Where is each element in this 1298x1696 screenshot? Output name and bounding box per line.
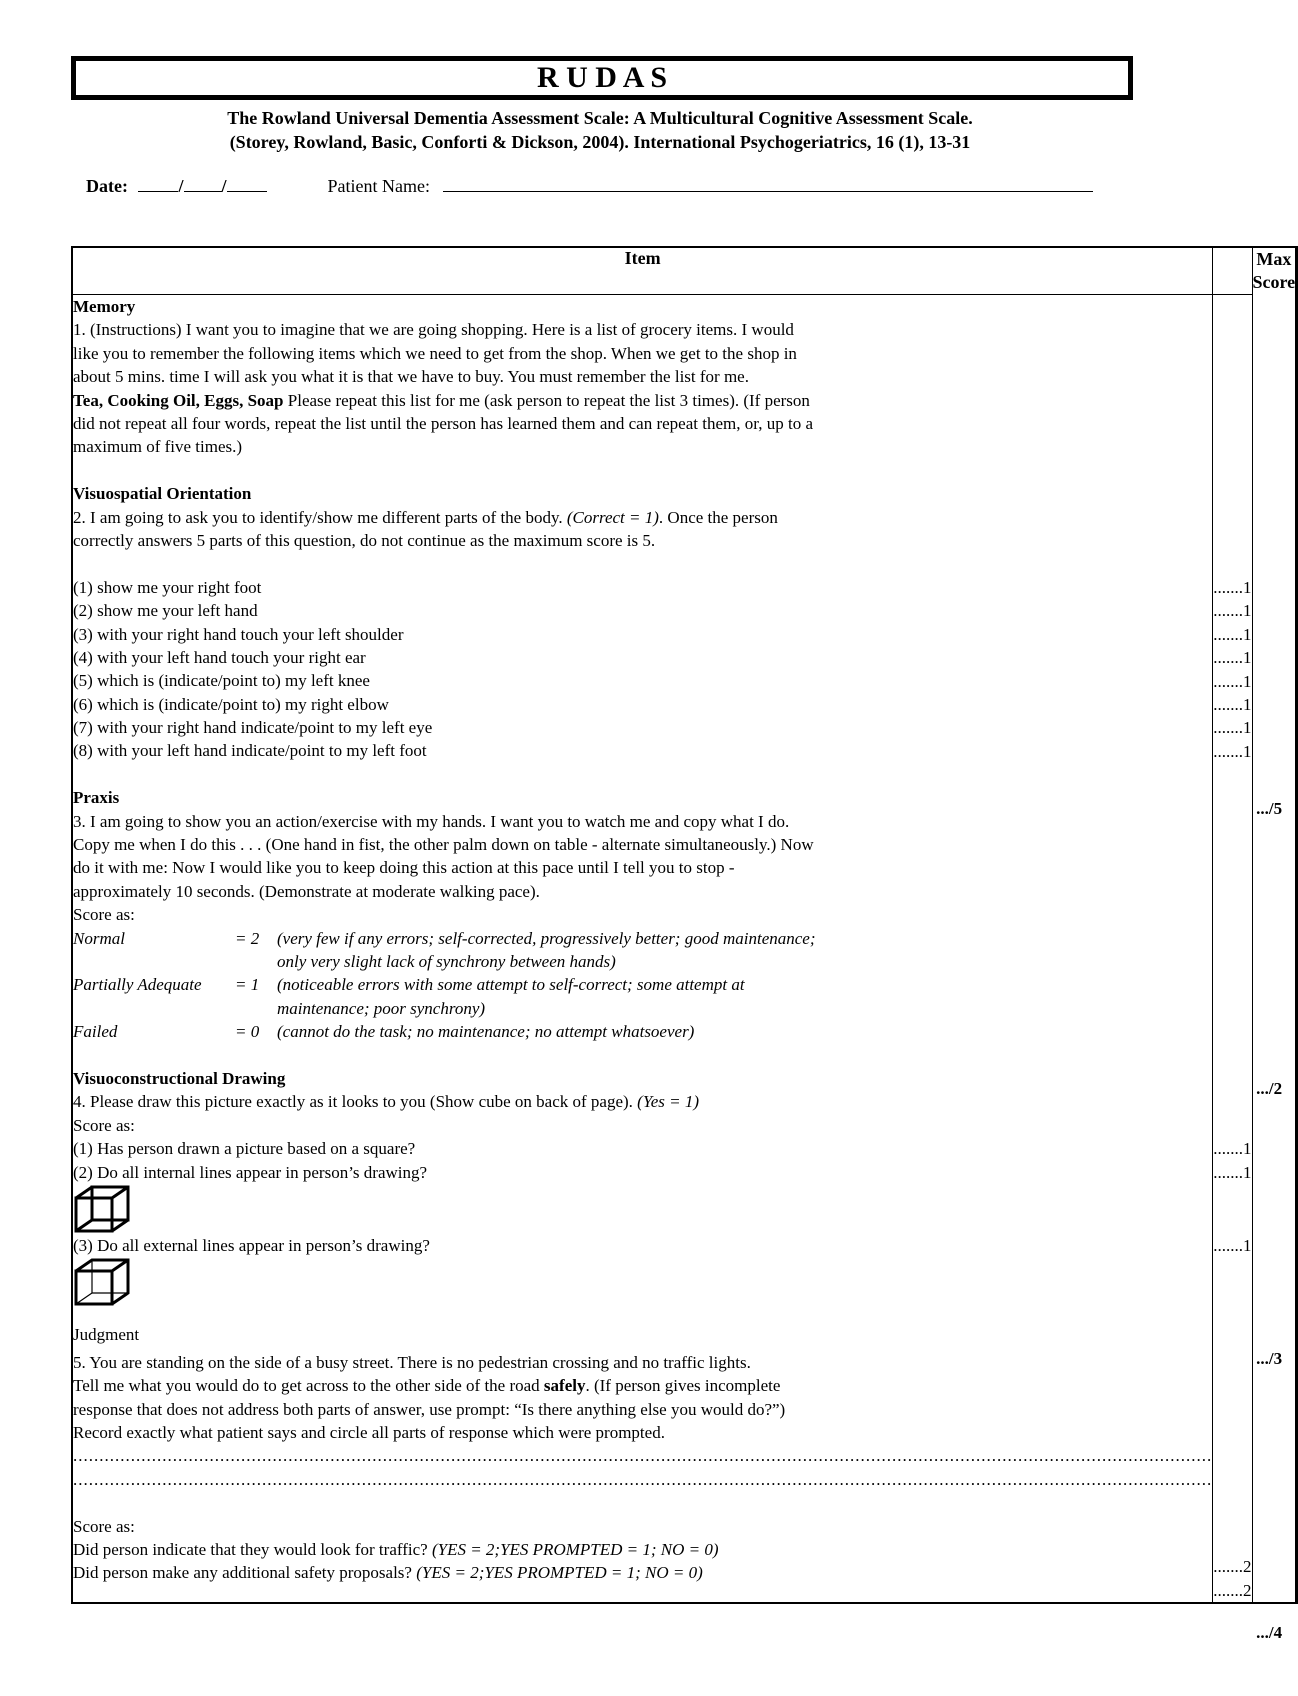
praxis-text: do it with me: Now I would like you to keep doing this action at this pace until I tell you to stop -: [73, 858, 735, 878]
score-field[interactable]: .......2: [1213, 1580, 1252, 1600]
judgment-text: response that does not address both parts of answer, use prompt: “Is there anything else you would do?”): [73, 1399, 786, 1419]
memory-text: Tea, Cooking Oil, Eggs, Soap Please repeat this list for me (ask person to repeat the list 3 times). (If person: [73, 390, 810, 410]
external-lines-cube-icon: [73, 1257, 131, 1307]
response-line[interactable]: .........................................................................................................................................................................................................................: [73, 1446, 1213, 1466]
drawing-max: .../3: [1256, 1349, 1283, 1368]
drawing-text: 4. Please draw this picture exactly as it looks to you (Show cube on back of page). (Yes = 1): [73, 1092, 700, 1112]
visuospatial-text: correctly answers 5 parts of this question, do not continue as the maximum score is 5.: [73, 530, 656, 550]
memory-text: 1. (Instructions) I want you to imagine that we are going shopping. Here is a list of grocery items. I would: [73, 320, 794, 340]
body-part-item: (8) with your left hand indicate/point to my left foot: [73, 741, 427, 761]
score-field[interactable]: .......1: [1213, 624, 1252, 644]
max-score-header: Max Score: [1252, 247, 1296, 1603]
body-part-item: (4) with your left hand touch your right ear: [73, 647, 366, 667]
score-field[interactable]: .......1: [1213, 648, 1252, 668]
grocery-items: Tea, Cooking Oil, Eggs, Soap: [73, 390, 284, 410]
score-field[interactable]: .......1: [1213, 671, 1252, 691]
praxis-heading: Praxis: [73, 788, 120, 808]
score-field[interactable]: .......1: [1213, 1235, 1252, 1255]
date-month-field[interactable]: [184, 177, 222, 192]
patient-name-label: Patient Name:: [327, 176, 430, 196]
page-title: R U D A S: [71, 56, 1133, 100]
score-field[interactable]: .......1: [1213, 718, 1252, 738]
body-part-item: (6) which is (indicate/point to) my right elbow: [73, 694, 389, 714]
score-as-label: Score as:: [73, 905, 135, 925]
body-part-item: (3) with your right hand touch your left shoulder: [73, 624, 404, 644]
judgment-text: Tell me what you would do to get across to the other side of the road safely. (If person gives incomplete: [73, 1376, 781, 1396]
date-patient-line: [86, 176, 1093, 197]
drawing-question: (1) Has person drawn a picture based on a square?: [73, 1139, 416, 1159]
item-header: Item: [72, 247, 1213, 295]
body-part-item: (7) with your right hand indicate/point to my left eye: [73, 718, 433, 738]
score-column-header: [1213, 247, 1252, 295]
visuospatial-max: .../5: [1256, 799, 1283, 818]
date-label: Date:: [86, 176, 128, 196]
internal-lines-cube-icon: [73, 1184, 131, 1234]
date-day-field[interactable]: [138, 177, 178, 192]
body-part-item: (5) which is (indicate/point to) my left knee: [73, 671, 370, 691]
praxis-score-failed: Failed = 0 (cannot do the task; no maintenance; no attempt whatsoever): [73, 1022, 695, 1042]
visuospatial-text: 2. I am going to ask you to identify/show me different parts of the body. (Correct = 1). Once the person: [73, 507, 778, 527]
score-field[interactable]: .......1: [1213, 578, 1252, 597]
score-field[interactable]: .......1: [1213, 694, 1252, 714]
praxis-text: Copy me when I do this . . . (One hand in fist, the other palm down on table - alternate simultaneously.) Now: [73, 835, 814, 855]
judgment-question: Did person indicate that they would look for traffic? (YES = 2;YES PROMPTED = 1; NO = 0): [73, 1539, 719, 1559]
score-field[interactable]: .......1: [1213, 741, 1252, 761]
response-line[interactable]: .........................................................................................................................................................................................................................: [73, 1469, 1213, 1489]
assessment-table: [71, 246, 1298, 1642]
memory-text: like you to remember the following items which we need to get from the shop. When we get to the shop in: [73, 343, 797, 363]
memory-text: maximum of five times.): [73, 437, 243, 457]
praxis-score-normal: Normal = 2 (very few if any errors; self-corrected, progressively better; good maintenance; only very slight lack of synchrony between hands): [73, 928, 816, 971]
praxis-text: approximately 10 seconds. (Demonstrate at moderate walking pace).: [73, 881, 540, 901]
body-part-item: (2) show me your left hand: [73, 601, 258, 621]
praxis-max: .../2: [1256, 1079, 1283, 1098]
score-column: [1213, 295, 1252, 1604]
drawing-heading: Visuoconstructional Drawing: [73, 1069, 286, 1089]
score-field[interactable]: .......1: [1213, 601, 1252, 621]
praxis-text: 3. I am going to show you an action/exercise with my hands. I want you to watch me and copy what I do.: [73, 811, 790, 831]
items-content: [72, 295, 1213, 1604]
judgment-question: Did person make any additional safety proposals? (YES = 2;YES PROMPTED = 1; NO = 0): [73, 1563, 703, 1583]
body-part-item: (1) show me your right foot: [73, 577, 262, 597]
drawing-question: (2) Do all internal lines appear in person’s drawing?: [73, 1162, 428, 1182]
judgment-max: .../4: [1256, 1623, 1283, 1642]
judgment-text: 5. You are standing on the side of a busy street. There is no pedestrian crossing and no traffic lights.: [73, 1352, 751, 1372]
score-field[interactable]: .......1: [1213, 1139, 1252, 1159]
praxis-score-partial: Partially Adequate = 1 (noticeable errors with some attempt to self-correct; some attempt at maintenance; poor synchrony): [73, 975, 745, 1018]
date-sep: /: [221, 176, 227, 196]
visuospatial-heading: Visuospatial Orientation: [73, 484, 252, 504]
memory-text: about 5 mins. time I will ask you what it is that we have to buy. You must remember the list for me.: [73, 367, 749, 387]
date-sep: /: [178, 176, 184, 196]
max-score-column: [1256, 295, 1298, 1642]
citation: (Storey, Rowland, Basic, Conforti & Dickson, 2004). International Psychogeriatrics, 16 (1), 13-31: [229, 132, 971, 152]
memory-text: did not repeat all four words, repeat the list until the person has learned them and can repeat them, or, up to a: [73, 413, 813, 433]
score-field[interactable]: .......2: [1213, 1557, 1252, 1577]
patient-name-field[interactable]: [443, 177, 1093, 192]
memory-heading: Memory: [73, 297, 136, 316]
drawing-question: (3) Do all external lines appear in person’s drawing?: [73, 1235, 430, 1255]
judgment-heading: Judgment: [73, 1325, 140, 1345]
score-as-label: Score as:: [73, 1115, 135, 1135]
date-year-field[interactable]: [227, 177, 267, 192]
judgment-text: Record exactly what patient says and circle all parts of response which were prompted.: [73, 1422, 665, 1442]
score-as-label: Score as:: [73, 1516, 135, 1536]
score-field[interactable]: .......1: [1213, 1162, 1252, 1182]
subtitle: The Rowland Universal Dementia Assessment Scale: A Multicultural Cognitive Assessment Scale.: [227, 108, 973, 128]
